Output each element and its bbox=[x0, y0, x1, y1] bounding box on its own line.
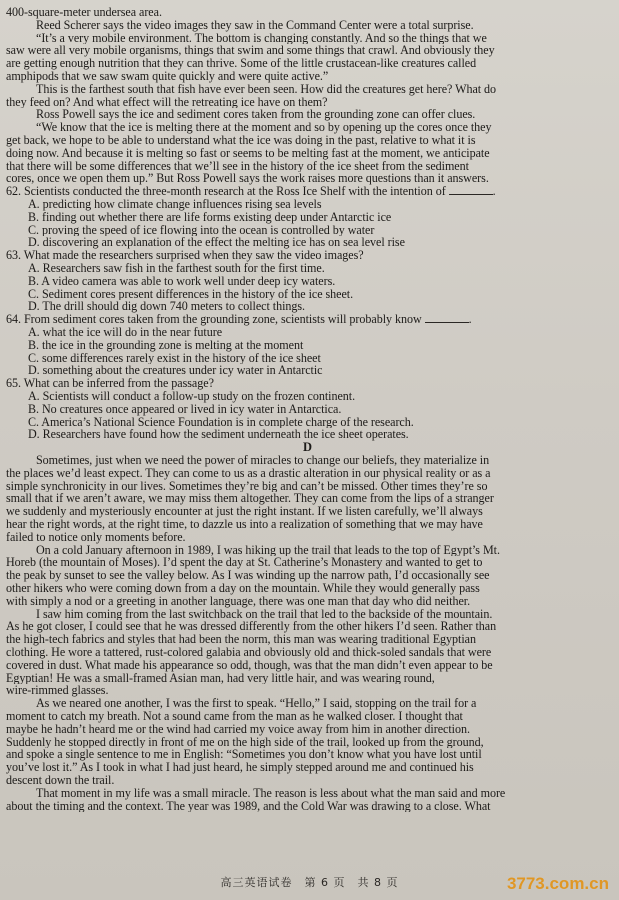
answer-option: D. discovering an explanation of the effect the melting ice has on sea level rise bbox=[28, 236, 405, 250]
passage-d-line: failed to notice only moments before. bbox=[6, 530, 186, 544]
passage-d-line: we suddenly and mysteriously encounter at just the right instant. If we listen carefully, we’ll always bbox=[6, 505, 483, 519]
answer-option: D. The drill should dig down 740 meters to collect things. bbox=[28, 300, 306, 314]
passage-c-line: amphipods that we saw swam quite quickly and were quite active.” bbox=[6, 69, 329, 83]
passage-d bbox=[6, 454, 609, 812]
passage-d-line: Sometimes, just when we need the power of miracles to change our beliefs, they materialize in bbox=[36, 454, 490, 467]
answer-option: A. what the ice will do in the near future bbox=[28, 325, 223, 339]
passage-d-line: Egyptian! He was a small-framed Asian man, had very little hair, and was wearing round, bbox=[6, 671, 435, 685]
passage-c-line: doing now. And because it is melting so fast or seems to be melting fast at the moment, we anticipate bbox=[6, 146, 490, 160]
passage-d-line: clothing. He wore a tattered, rust-colored galabia and obviously old and thick-soled sandals that were bbox=[6, 646, 492, 659]
passage-c-line: they feed on? And what effect will the retreating ice have on them? bbox=[6, 95, 328, 109]
paragraph bbox=[6, 454, 609, 544]
passage-d-line: you’ve lost it.” As I took in what I had just heard, he simply stepped around me and continued his bbox=[6, 761, 474, 775]
answer-option: A. predicting how climate change influences rising sea levels bbox=[28, 197, 322, 211]
answer-option: C. proving the speed of ice flowing into the ocean is controlled by water bbox=[28, 223, 375, 237]
paragraph bbox=[6, 608, 609, 698]
answer-blank bbox=[425, 313, 469, 323]
passage-d-line: wire-rimmed glasses. bbox=[6, 684, 109, 698]
passage-c-line: cores, once we open them up.” But Ross Powell says the work raises more questions than it answers. bbox=[6, 172, 489, 186]
question-stem-text: 65. What can be inferred from the passage? bbox=[6, 377, 214, 390]
question-stem bbox=[6, 249, 609, 262]
passage-c-line: Ross Powell says the ice and sediment cores taken from the grounding zone can offer clues. bbox=[36, 108, 476, 122]
question-stem-text: 63. What made the researchers surprised when they saw the video images? bbox=[6, 249, 364, 262]
passage-d-line: Horeb (the mountain of Moses). I’d spent the day at St. Catherine’s Monastery and wanted to get to bbox=[6, 556, 483, 570]
passage-d-line: the high-tech fabrics and styles that had been the norm, this man was wearing traditional Egyptian bbox=[6, 633, 476, 647]
passage-d-line: As he got closer, I could see that he was dressed differently from the other hikers I’d seen. Rather than bbox=[6, 620, 497, 634]
passage-d-line: and spoke a single sentence to me in English: “Sometimes you don’t know what you have lost until bbox=[6, 748, 482, 762]
passage-c-line: 400-square-meter undersea area. bbox=[6, 6, 162, 19]
answer-option: C. America’s National Science Foundation is in complete charge of the research. bbox=[28, 415, 414, 429]
passage-d-line: That moment in my life was a small miracle. The reason is less about what the man said and more bbox=[36, 786, 506, 800]
answer-option: B. finding out whether there are life forms existing deep under Antarctic ice bbox=[28, 210, 392, 224]
question-stem bbox=[6, 377, 609, 390]
section-letter-d: D bbox=[302, 440, 313, 455]
answer-option: D. something about the creatures under icy water in Antarctic bbox=[28, 364, 323, 378]
question-stem-end: . bbox=[492, 185, 496, 198]
passage-d-line: On a cold January afternoon in 1989, I was hiking up the trail that leads to the top of Egypt’s Mt. bbox=[36, 543, 500, 557]
passage-d-line: maybe he hadn’t heard me or the wind had carried my voice away from him in another direction. bbox=[6, 722, 470, 736]
answer-option: C. some differences rarely exist in the history of the ice sheet bbox=[28, 351, 321, 365]
passage-d-line: As we neared one another, I was the first to speak. “Hello,” I said, stopping on the trail for a bbox=[36, 697, 477, 711]
site-watermark: 3773.com.cn bbox=[506, 874, 609, 893]
passage-c-tail bbox=[6, 6, 609, 185]
passage-d-line: hear the right words, at the right time, to dazzle us into a realization of something that we may have bbox=[6, 518, 483, 531]
questions-62-65 bbox=[6, 185, 609, 441]
passage-d-line: the peak by sunset to see the valley below. As I was winding up the narrow path, I’d occasionally see bbox=[6, 569, 490, 583]
passage-c-line: “We know that the ice is melting there at the moment and so by opening up the cores once they bbox=[36, 121, 492, 134]
passage-d-line: covered in dust. What made his appearance so odd, though, was that the man didn’t even appear to be bbox=[6, 658, 493, 672]
question-stem bbox=[6, 313, 609, 326]
passage-d-line: I saw him coming from the last switchback on the trail that led to the backside of the mountain. bbox=[36, 607, 493, 621]
passage-d-line: other hikers who were coming down from a day on the mountain. While they would generally pass bbox=[6, 582, 480, 595]
passage-d-line: with simply a nod or a greeting in another language, there was one man that day who did neither. bbox=[6, 594, 471, 608]
passage-d-line: moment to catch my breath. Not a sound came from the man as he walked closer. I thought that bbox=[6, 710, 463, 723]
paragraph bbox=[6, 787, 609, 813]
question-stem-text: 64. From sediment cores taken from the grounding zone, scientists will probably know bbox=[6, 313, 422, 326]
answer-option: A. Researchers saw fish in the farthest south for the first time. bbox=[28, 261, 325, 275]
answer-option: B. the ice in the grounding zone is melting at the moment bbox=[28, 338, 304, 352]
passage-d-line: about the timing and the context. The year was 1989, and the Cold War was drawing to a close. What bbox=[6, 799, 491, 813]
passage-c-line: saw were all very mobile organisms, things that swim and some things that crawl. And obviously they bbox=[6, 44, 495, 58]
paragraph bbox=[6, 697, 609, 787]
passage-d-line: simple synchronicity in our lives. Sometimes they’re big and can’t be missed. Other times they’re so bbox=[6, 479, 488, 493]
passage-c-line: “It’s a very mobile environment. The bottom is changing constantly. And so the things that we bbox=[36, 31, 487, 45]
question-stem-text: 62. Scientists conducted the three-month research at the Ross Ice Shelf with the intention of bbox=[6, 185, 446, 198]
answer-blank bbox=[449, 185, 493, 195]
passage-c-line: get back, we hope to be able to understand what the ice was doing in the past, relative to what it is bbox=[6, 133, 476, 147]
answer-option: B. No creatures once appeared or lived in icy water in Antarctica. bbox=[28, 402, 342, 416]
paragraph bbox=[6, 544, 609, 608]
passage-c-line: This is the farthest south that fish have ever been seen. How did the creatures get here? What do bbox=[36, 82, 497, 96]
passage-c-line: Reed Scherer says the video images they saw in the Command Center were a total surprise. bbox=[36, 18, 474, 32]
passage-c-line: that there will be some differences that we’ll see in the history of the ice sheet from the sediment bbox=[6, 159, 469, 173]
page-footer: 高三英语试卷 第 6 页 共 8 页 bbox=[220, 876, 399, 889]
answer-option: B. A video camera was able to work well under deep icy waters. bbox=[28, 274, 336, 288]
passage-c-line: are getting enough nutrition that they can thrive. Some of the little crustacean-like creatures called bbox=[6, 57, 477, 70]
answer-option: A. Scientists will conduct a follow-up study on the frozen continent. bbox=[28, 389, 356, 403]
passage-d-line: descent down the trail. bbox=[6, 774, 115, 787]
answer-option: D. Researchers have found how the sediment underneath the ice sheet operates. bbox=[28, 428, 409, 442]
passage-d-line: small that if we aren’t aware, we may miss them altogether. They can come from the lips of a stranger bbox=[6, 492, 494, 506]
question-stem-end: . bbox=[468, 313, 472, 326]
passage-d-line: the places we’d least expect. They can come to us as a drastic alteration in our physical reality or as a bbox=[6, 466, 491, 480]
answer-option: C. Sediment cores present differences in the history of the ice sheet. bbox=[28, 287, 354, 301]
passage-d-line: Suddenly he stopped directly in front of me on the high side of the trail, looked up from the ground, bbox=[6, 735, 484, 749]
question-stem bbox=[6, 185, 609, 198]
